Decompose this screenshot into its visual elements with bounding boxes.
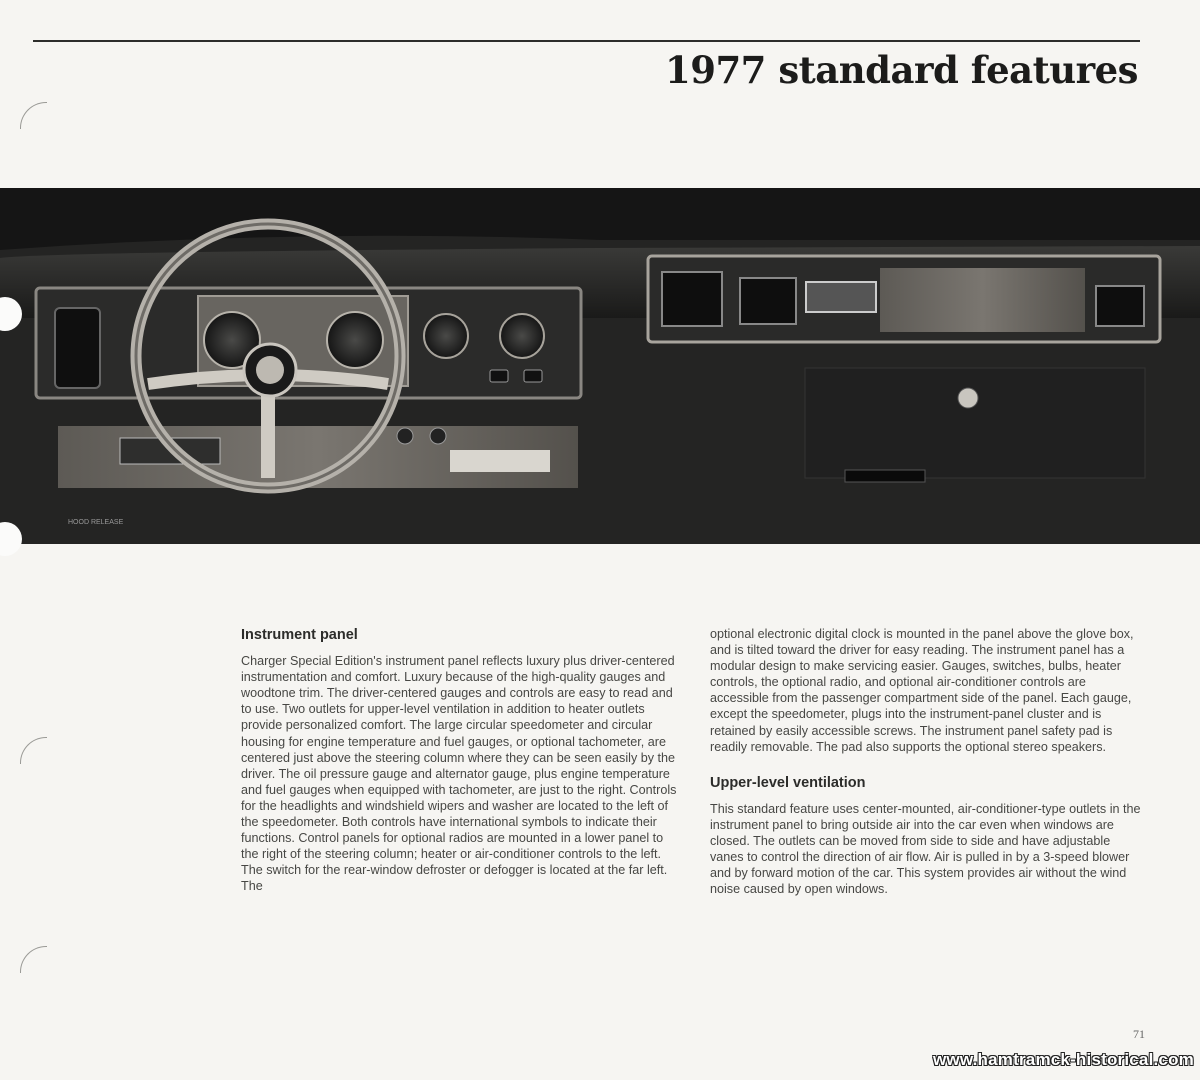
margin-mark (20, 102, 47, 129)
section-heading-instrument-panel: Instrument panel (241, 627, 358, 643)
column-right (710, 626, 1146, 897)
column-left (241, 627, 681, 895)
section-continuation-instrument-panel: optional electronic digital clock is mounted in the panel above the glove box, and is tilted toward the driver for easy reading. The instrument panel has a modular design to make servicing easier. Gauges, switches, bulbs, heater controls, the optional radio, and optional air-conditioner controls are accessible from the passenger compartment side of the panel. Each gauge, except the speedometer, plugs into the instrument-panel cluster and is retained by easily accessible screws. The instrument panel safety pad is readily removable. The pad also supports the optional stereo speakers. (710, 627, 1134, 754)
watermark: www.hamtramck-historical.com (933, 1050, 1194, 1069)
margin-mark (20, 737, 47, 764)
page-number: 71 (1133, 1027, 1145, 1041)
dashboard-photo (0, 188, 1200, 544)
page-title: 1977 standard features (664, 48, 1138, 92)
header-rule (33, 40, 1140, 42)
margin-mark (20, 946, 47, 973)
section-body-ventilation: This standard feature uses center-mounted, air-conditioner-type outlets in the instrument panel to bring outside air into the car even when windows are closed. The outlets can be moved from side to side and have adjustable vanes to control the direction of air flow. Air is pulled in by a 3-speed blower and by forward motion of the car. This system provides air without the wind noise caused by open windows. (710, 801, 1141, 897)
section-heading-ventilation: Upper-level ventilation (710, 774, 866, 791)
svg-text:HOOD RELEASE: HOOD RELEASE (68, 519, 124, 526)
section-body-instrument-panel: Charger Special Edition's instrument panel reflects luxury plus driver-centered instrumentation and comfort. Luxury because of the high-quality gauges and woodtone trim. The driver-centered gauges and controls are easy to read and to use. Two outlets for upper-level ventilation in addition to heater outlets provide personalized comfort. The large circular speedometer and circular housing for engine temperature and fuel gauges, or optional tachometer, are centered just above the steering column where they can be seen easily by the driver. The oil pressure gauge and alternator gauge, plus engine temperature and fuel gauges when equipped with tachometer, are just to the right. Controls for the headlights and windshield wipers and washer are located to the left of the speedometer. Both controls have international symbols to indicate their functions. Control panels for optional radios are mounted in a lower panel to the right of the steering column; heater or air-conditioner controls to the left. The switch for the rear-window defroster or defogger is located at the far left. The (241, 654, 677, 894)
